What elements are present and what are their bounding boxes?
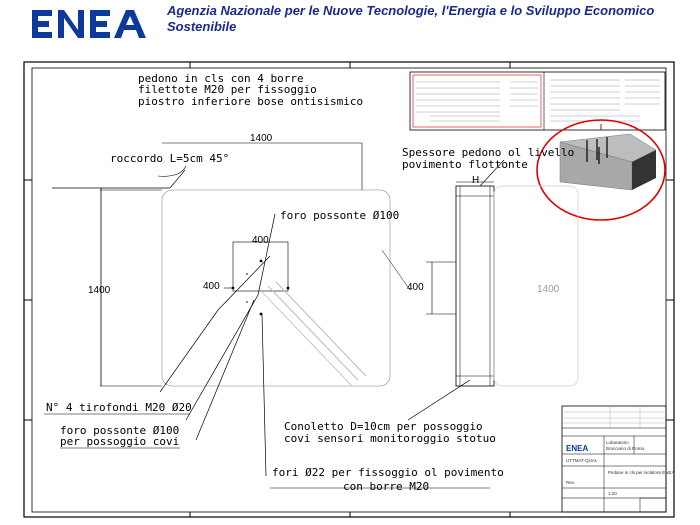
note-raccordo: roccordo L=5cm 45° (110, 152, 230, 165)
agency-name-line2: Sostenibile (167, 19, 237, 34)
notes-table (410, 72, 665, 130)
title-block-cell1: Lobaratorio (606, 440, 629, 445)
note-canaletta-2: covi sensori monitoroggio stotuo (284, 432, 496, 445)
note-canaletta-1: Conoletto D=10cm per possoggio (284, 420, 483, 433)
note-pedestal-1: pedono in cls con 4 borre (138, 72, 304, 85)
title-block-rev: Rev. (566, 480, 575, 485)
note-foro-bottom-1: foro possonte Ø100 (60, 424, 180, 437)
dim-400-top: 400 (252, 235, 269, 246)
note-foro-top: foro possonte Ø100 (280, 209, 400, 222)
note-foro-bottom-2: per possoggio covi (60, 435, 180, 448)
label-h: H (472, 175, 480, 186)
note-pedestal-2: filettote M20 per fissoggio (138, 83, 317, 96)
dim-1400-top: 1400 (250, 133, 273, 144)
title-block-cell2: Bracciano di Roma (606, 446, 645, 451)
dim-1400-left: 1400 (88, 285, 111, 296)
note-fori-1: fori Ø22 per fissoggio ol povimento (272, 466, 504, 479)
note-spessore-1: Spessore pedono ol livello (402, 146, 575, 159)
note-spessore-2: povimento flottonte (402, 158, 528, 171)
note-pedestal-3: piostro inferiore bose ontisismico (138, 95, 364, 108)
note-tirofondi: N° 4 tirofondi M20 Ø20 (46, 401, 192, 414)
note-fori-2: con borre M20 (343, 480, 430, 493)
title-block-title: Pedane in cls per isolatore ENEA (608, 470, 675, 475)
dim-1400-right: 1400 (537, 284, 560, 295)
title-block-scale: 1:20 (608, 491, 617, 496)
dim-400-right: 400 (407, 282, 424, 293)
agency-name-line1: Agenzia Nazionale per le Nuove Tecnologie, l'Energia e lo Sviluppo Economico (167, 3, 655, 18)
dim-400-left: 400 (203, 281, 220, 292)
pedestal-3d-view (560, 124, 656, 190)
title-block-logo: ENEA (566, 444, 589, 453)
title-block-code: UTTMAT-QUAL (566, 458, 598, 463)
